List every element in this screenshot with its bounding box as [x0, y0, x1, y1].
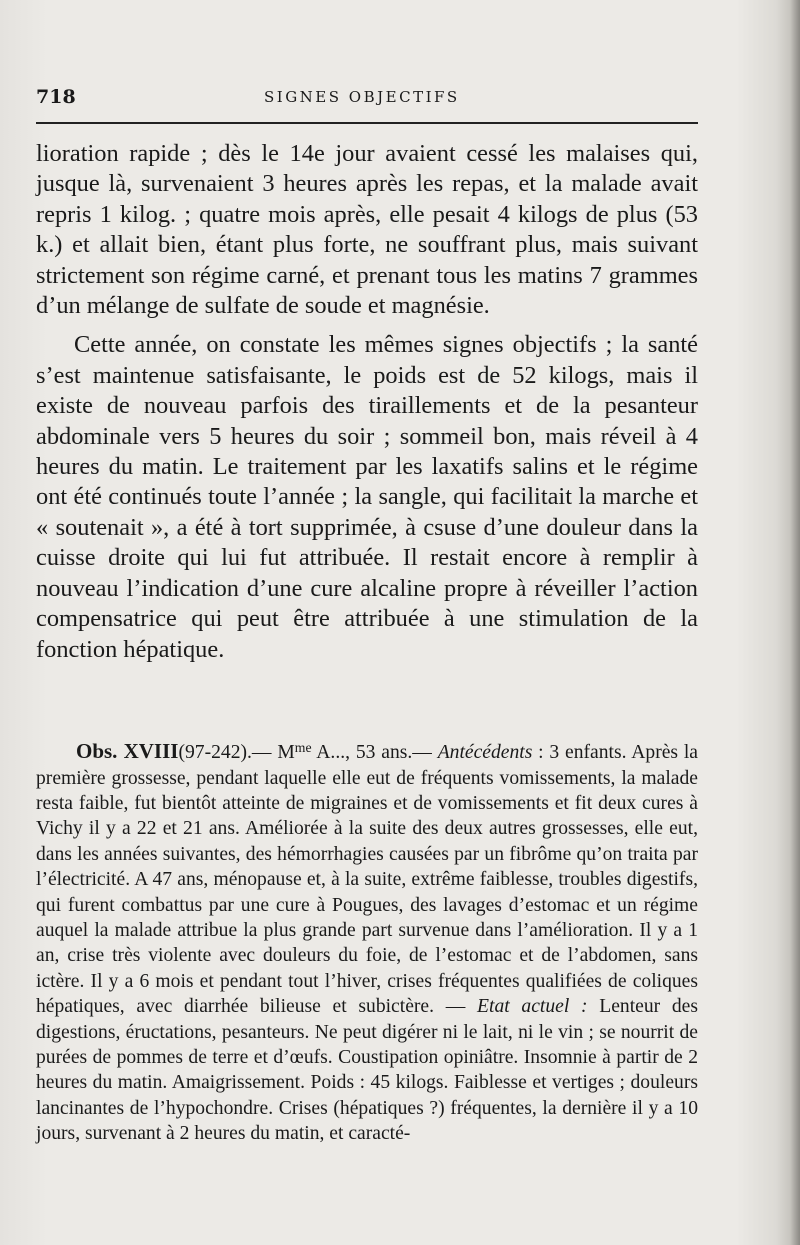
observation-block [36, 735, 698, 1147]
page-number: 718 [36, 86, 76, 108]
main-text [36, 139, 698, 665]
page-header [36, 86, 696, 114]
patient-rest: A..., 53 ans. [311, 742, 413, 764]
page-edge-shadow [790, 0, 800, 1245]
paragraph-current-year: Cette année, on constate les mêmes signes objectifs ; la santé s’est maintenue satisfaisante, le poids est de 52 kilogs, mais il existe de nouveau parfois des tiraillements et de la pesanteur abdominale vers 5 heures du soir ; sommeil bon, mais réveil à 4 heures du matin. Le traitement par les laxatifs salins et le régime ont été continués toute l’année ; la sangle, qui facilitait la marche et « soutenait », a été à tort supprimée, à csuse d’une douleur dans la cuisse droite qui lui fut attribuée. Il restait encore à remplir à nouveau l’indication d’une cure alcaline propre à réveiller l’action compensatrice qui peut être attribuée à une stimulation de la fonction hépatique. [36, 331, 698, 663]
etat-actuel-label: Etat actuel : [477, 996, 588, 1018]
patient-prefix: M [277, 742, 295, 764]
antecedents-label: Antécédents [437, 742, 533, 764]
antecedents-text: : 3 enfants. Après la première grossesse, pendant laquelle elle eut de fréquents vomissements, la malade resta faible, fut bientôt atteinte de migraines et de vomissements et fit deux cures à Vichy il y a 22 et 21 ans. Améliorée à la suite des deux autres grossesses, elle eut, dans les années suivantes, des hémorrhagies causées par un fibrôme qu’on traita par l’électricité. A 47 ans, ménopause et, à la suite, extrême faiblesse, troubles digestifs, qui furent combattus par une cure à Pougues, des lavages d’estomac et un régime auquel la malade attribue la plus grande part survenue dans l’amélioration. Il y a 1 an, crise très violente avec douleurs du foie, de l’estomac et de l’abdomen, sans ictère. Il y a 6 mois et pendant tout l’hiver, crises fréquentes qualifiées de coliques hépatiques, avec diarrhée bilieuse et subictère. [36, 742, 698, 1018]
observation-paragraph [36, 735, 698, 1147]
etat-actuel-text: Lenteur des digestions, éructations, pesanteurs. Ne peut digérer ni le lait, ni le vin ; se nourrit de purées de pommes de terre et d’œufs. Coustipation opiniâtre. Insomnie à partir de 2 heures du matin. Amaigrissement. Poids : 45 kilogs. Faiblesse et vertiges ; douleurs lancinantes de l’hypochondre. Crises (hépatiques ?) fréquentes, la dernière il y a 10 jours, survenant à 2 heures du matin, et caracté- [36, 996, 698, 1145]
etat-dash: — [445, 996, 478, 1018]
observation-dash: — [251, 742, 278, 764]
running-title: SIGNES OBJECTIFS [264, 88, 460, 106]
paragraph-continuation: lioration rapide ; dès le 14e jour avaient cessé les malaises qui, jusque là, survenaient 3 heures après les repas, et la malade avait repris 1 kilog. ; quatre mois après, elle pesait 4 kilogs de plus (53 k.) et allait bien, étant plus forte, ne souffrant plus, mais suivant strictement son régime carné, et prenant tous les matins 7 grammes d’un mélange de sulfate de soude et magnésie. [36, 140, 698, 320]
patient-superscript: me [294, 740, 312, 755]
observation-title: Obs. XVIII [76, 739, 179, 764]
antecedents-dash: — [412, 742, 438, 764]
observation-ref: (97-242). [178, 742, 252, 764]
header-rule [36, 122, 698, 124]
